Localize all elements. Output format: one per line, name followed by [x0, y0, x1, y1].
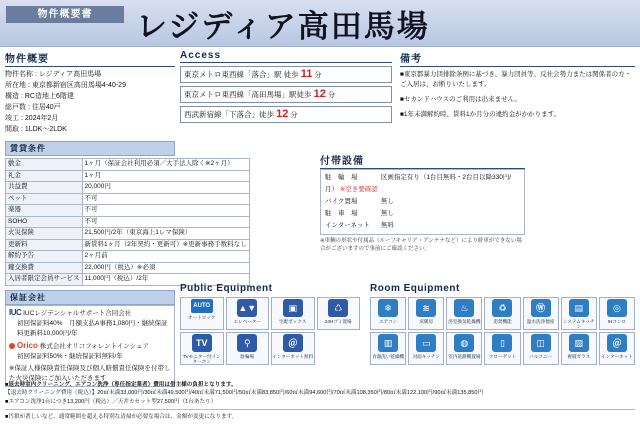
table-row — [6, 159, 250, 171]
system-kitchen-icon — [561, 297, 597, 330]
table-row — [6, 216, 250, 228]
page-title: レジディア高田馬場 — [136, 9, 430, 45]
access-minutes: 11 — [300, 68, 313, 80]
air-conditioner-glyph: ❄ — [378, 299, 398, 317]
ih-stove-glyph: ◎ — [607, 299, 627, 317]
table-row — [6, 193, 250, 205]
remarks-rule — [400, 66, 635, 67]
overview-row: 総戸数 : 住居40戸 — [5, 104, 61, 111]
public-equipment-panel — [180, 283, 360, 365]
dishwasher-glyph: ▥ — [378, 334, 398, 352]
overview-rule — [5, 66, 175, 67]
rent-key: 入居者限定会員サービス — [6, 274, 83, 286]
tv-intercom-glyph: TV — [192, 334, 212, 352]
room-equipment-panel — [370, 283, 635, 365]
facility-value: 無料 — [380, 222, 394, 229]
rent-key: SOHO — [6, 216, 83, 228]
guarantee-company-name: IUCレジデンシャルサポート合同会社 — [23, 309, 132, 317]
table-row — [6, 262, 250, 274]
access-section-title: Access — [180, 50, 222, 61]
access-station: 西武新宿線「下落合」徒歩 — [184, 110, 274, 119]
guarantee-section — [5, 290, 175, 387]
facility-value: 無し — [380, 210, 394, 217]
elevator-glyph: ▲▼ — [237, 299, 257, 317]
footer-price-row — [5, 389, 635, 397]
access-minutes: 12 — [276, 108, 289, 120]
icon-caption: 24Hゴミ置場 — [324, 319, 352, 324]
document-header — [0, 0, 640, 47]
rent-key: 鍵交換費 — [6, 262, 83, 274]
washlet-glyph: Ⓦ — [531, 299, 551, 317]
room-equipment-title: Room Equipment — [370, 283, 460, 294]
iuc-logo-icon: IUC — [9, 307, 22, 317]
icon-caption: インターネット — [601, 354, 633, 359]
icon-caption: 食器洗い乾燥機 — [371, 354, 405, 359]
guarantee-item — [9, 308, 171, 319]
icon-caption: TVモニター付インターホン — [182, 354, 221, 364]
icon-caption: インターネット無料 — [272, 354, 314, 359]
rent-value: 1ヶ月 — [82, 170, 249, 182]
table-row — [6, 251, 250, 263]
guarantee-detail: 初回保証料50%・継続保証料無料/年 — [17, 352, 123, 360]
rent-section-title: 賃貸条件 — [5, 141, 175, 156]
rent-key: 楽器 — [6, 205, 83, 217]
access-section — [180, 50, 392, 123]
guarantee-body — [5, 305, 175, 387]
icon-caption: IHコンロ — [607, 319, 627, 324]
icon-caption: 複層ガラス — [567, 354, 591, 359]
footer-price-text: 20㎡未満33,000円/30㎡未満49,500円/40㎡未満71,500円/50㎡未満83,850円/60㎡未満94,600円/70㎡未満108,350円/80㎡未満122,100円/90㎡未満135,850円 — [97, 390, 484, 397]
rent-value: 新賃料1ヶ月（2年契約・更新可）※更新事務手数料なし — [82, 239, 249, 251]
rent-value: 1ヶ月（保証会社利用必須／大手法人除く※2ヶ月） — [82, 159, 249, 171]
table-row — [325, 208, 520, 220]
overview-row: 竣工 : 2024年2月 — [5, 115, 59, 122]
auto-lock-glyph: AUTO — [191, 299, 213, 313]
rent-conditions-table — [5, 158, 250, 286]
icon-caption: バルコニー — [529, 354, 553, 359]
facility-key: インターネット — [325, 222, 370, 229]
table-row — [6, 170, 250, 182]
facility-value: 区画指定有り（1台目無料・2台目以降330円/月） — [325, 174, 512, 193]
rent-value: 不可 — [82, 216, 249, 228]
table-row — [6, 205, 250, 217]
bath-dryer-glyph: ♨ — [454, 299, 474, 317]
delivery-box-icon — [271, 297, 315, 330]
access-minutes: 12 — [313, 88, 326, 100]
access-row — [180, 106, 392, 123]
rent-value: 不可 — [82, 193, 249, 205]
rent-value: 11,000円（税込）/2年 — [82, 274, 249, 286]
elevator-icon — [226, 297, 270, 330]
facility-key: 駐 輪 場 — [325, 174, 358, 181]
overview-row: 所在地 : 東京都新宿区高田馬場4-40-29 — [5, 82, 126, 89]
internet-glyph: ＠ — [607, 334, 627, 352]
internet-free-icon — [271, 332, 315, 365]
trash-room-icon — [317, 297, 361, 330]
icon-caption: エレベーター — [233, 319, 262, 324]
icon-caption: 対面キッチン — [412, 354, 440, 359]
icon-caption: 駐輪場 — [240, 354, 255, 359]
closet-glyph: ▯ — [492, 334, 512, 352]
counter-kitchen-glyph: ▭ — [416, 334, 436, 352]
icon-caption: 温水洗浄便座 — [526, 319, 555, 324]
icon-caption: システムキッチン — [562, 319, 595, 329]
icon-caption: 宅配ボックス — [278, 319, 307, 324]
closet-icon — [484, 332, 520, 365]
rent-value: 22,000円（税込）※必須 — [82, 262, 249, 274]
facilities-note: ※車輌の形状や付属品（ルーフキャリア・アンテナなど）により駐車ができない場合がございますので事前にご確認ください。 — [320, 238, 522, 252]
rent-value: 21,500円/2年（東京海上1レマ保険） — [82, 228, 249, 240]
bath-dryer-icon — [446, 297, 482, 330]
access-unit: 分 — [327, 92, 335, 99]
access-row — [180, 66, 392, 83]
guarantee-note: ※保証人様保険責任保険及び個人賠償責任保険を付帯した火災保険にご加入いただきます — [9, 364, 171, 382]
remarks-list — [400, 70, 635, 120]
public-equipment-grid — [180, 297, 360, 365]
trash-room-glyph: ♺ — [328, 299, 348, 317]
access-station: 東京メトロ東西線「高田馬場」駅徒歩 — [184, 90, 312, 99]
access-unit: 分 — [314, 72, 322, 79]
remarks-item: ■1年未満解約時、賃料1か月分の違約金がかかります。 — [400, 111, 561, 118]
footer-aircon: ■エアコン洗浄1台につき13,200円（税込）／天井カセット型27,500円（1台あたり） — [5, 398, 217, 405]
internet-icon — [599, 332, 635, 365]
rent-key: 共益費 — [6, 182, 83, 194]
balcony-icon — [523, 332, 559, 365]
floor-heating-icon — [408, 297, 444, 330]
remarks-item: ■東京都暴力団排除条例に基づき、暴力団員等、反社会勢力または関係者の方・ご入居は、お断りいたします。 — [400, 71, 632, 88]
rent-key: 更新料 — [6, 239, 83, 251]
orico-logo-icon: Orico — [17, 340, 38, 350]
rent-key: 礼金 — [6, 170, 83, 182]
bicycle-parking-icon — [226, 332, 270, 365]
overview-list — [5, 69, 175, 135]
icon-caption: 追焚機能 — [493, 319, 512, 324]
overview-row: 間取 : 1LDK～2LDK — [5, 126, 67, 133]
washer-space-glyph: ◍ — [454, 334, 474, 352]
facilities-section — [320, 152, 525, 253]
access-station: 東京メトロ東西線「落合」駅 徒歩 — [184, 70, 299, 79]
dishwasher-icon — [370, 332, 406, 365]
facility-key: 駐 車 場 — [325, 210, 358, 217]
table-row — [6, 182, 250, 194]
table-row — [6, 239, 250, 251]
icon-caption: エアコン — [378, 319, 398, 324]
bicycle-parking-glyph: ⚲ — [237, 334, 257, 352]
internet-free-glyph: ＠ — [283, 334, 303, 352]
table-row — [325, 196, 520, 208]
rent-key: 火災保険 — [6, 228, 83, 240]
table-row — [325, 220, 520, 232]
overview-section-title: 物件概要 — [5, 54, 49, 65]
balcony-glyph: ◫ — [531, 334, 551, 352]
orico-mark-icon — [9, 343, 15, 349]
reheating-bath-glyph: ♻ — [492, 299, 512, 317]
facilities-box — [320, 169, 525, 235]
tv-intercom-icon — [180, 332, 224, 365]
delivery-box-glyph: ▣ — [283, 299, 303, 317]
rent-key: ペット — [6, 193, 83, 205]
footer-notes — [5, 381, 635, 422]
room-equipment-grid — [370, 297, 635, 365]
overview-row: 物件名称 : レジディア高田馬場 — [5, 71, 102, 78]
footer-price-label: 【退去時クリーニング費用（税込）】 — [5, 390, 98, 397]
overview-row: 構造 : RC造地上6階建 — [5, 93, 74, 100]
table-row — [6, 228, 250, 240]
washlet-icon — [523, 297, 559, 330]
double-glazing-glyph: ▨ — [569, 334, 589, 352]
facility-flag: ※空き要確認 — [339, 186, 378, 193]
icon-caption: 室内洗濯機置場 — [448, 354, 481, 359]
table-row — [325, 172, 520, 196]
air-conditioner-icon — [370, 297, 406, 330]
floor-heating-glyph: ≋ — [416, 299, 436, 317]
header-ribbon: 物件概要書 — [6, 6, 124, 23]
guarantee-section-title: 保証会社 — [5, 290, 175, 305]
remarks-item: ■セカンドハウスのご利用は出来ません。 — [400, 96, 521, 103]
icon-caption: クローゼット — [488, 354, 517, 359]
icon-caption: オートロック — [188, 315, 216, 320]
facilities-section-title: 付帯設備 — [320, 156, 364, 167]
facility-value: 無し — [380, 198, 394, 205]
public-equipment-title: Public Equipment — [180, 283, 273, 294]
system-kitchen-glyph: ▤ — [569, 299, 589, 317]
rent-key: 解約予告 — [6, 251, 83, 263]
rent-key: 敷金 — [6, 159, 83, 171]
washer-space-icon — [446, 332, 482, 365]
rent-value: 2ヶ月前 — [82, 251, 249, 263]
access-rule — [180, 62, 392, 63]
footer-tail: ■汚損が著しいなど、通常範囲を超える特別な清掃が必要な場合は、金額が変更になります。 — [5, 414, 238, 421]
access-unit: 分 — [290, 112, 298, 119]
remarks-section — [400, 50, 635, 125]
remarks-section-title: 備考 — [400, 54, 422, 65]
counter-kitchen-icon — [408, 332, 444, 365]
icon-caption: 床暖房 — [419, 319, 434, 324]
guarantee-company-name: 株式会社オリコフォレントインシュア — [39, 342, 149, 350]
reheating-bath-icon — [484, 297, 520, 330]
footer-divider — [5, 409, 635, 410]
auto-lock-icon — [180, 297, 224, 330]
ih-stove-icon — [599, 297, 635, 330]
guarantee-item — [9, 341, 171, 352]
double-glazing-icon — [561, 332, 597, 365]
facility-key: バイク置場 — [325, 198, 358, 205]
access-row — [180, 86, 392, 103]
icon-caption: 浴室換気乾燥機 — [448, 319, 481, 324]
footer-cleaning: ■退去時室内クリーニング、エアコン洗浄（専任指定業者）費用は借主様の負担となります。 — [5, 382, 237, 388]
rent-value: 20,000円 — [82, 182, 249, 194]
guarantee-detail: 初回保証料40% 月額支払A事務1,080円・継続保証料更新料10,000円/年 — [17, 319, 168, 337]
rent-value: 不可 — [82, 205, 249, 217]
